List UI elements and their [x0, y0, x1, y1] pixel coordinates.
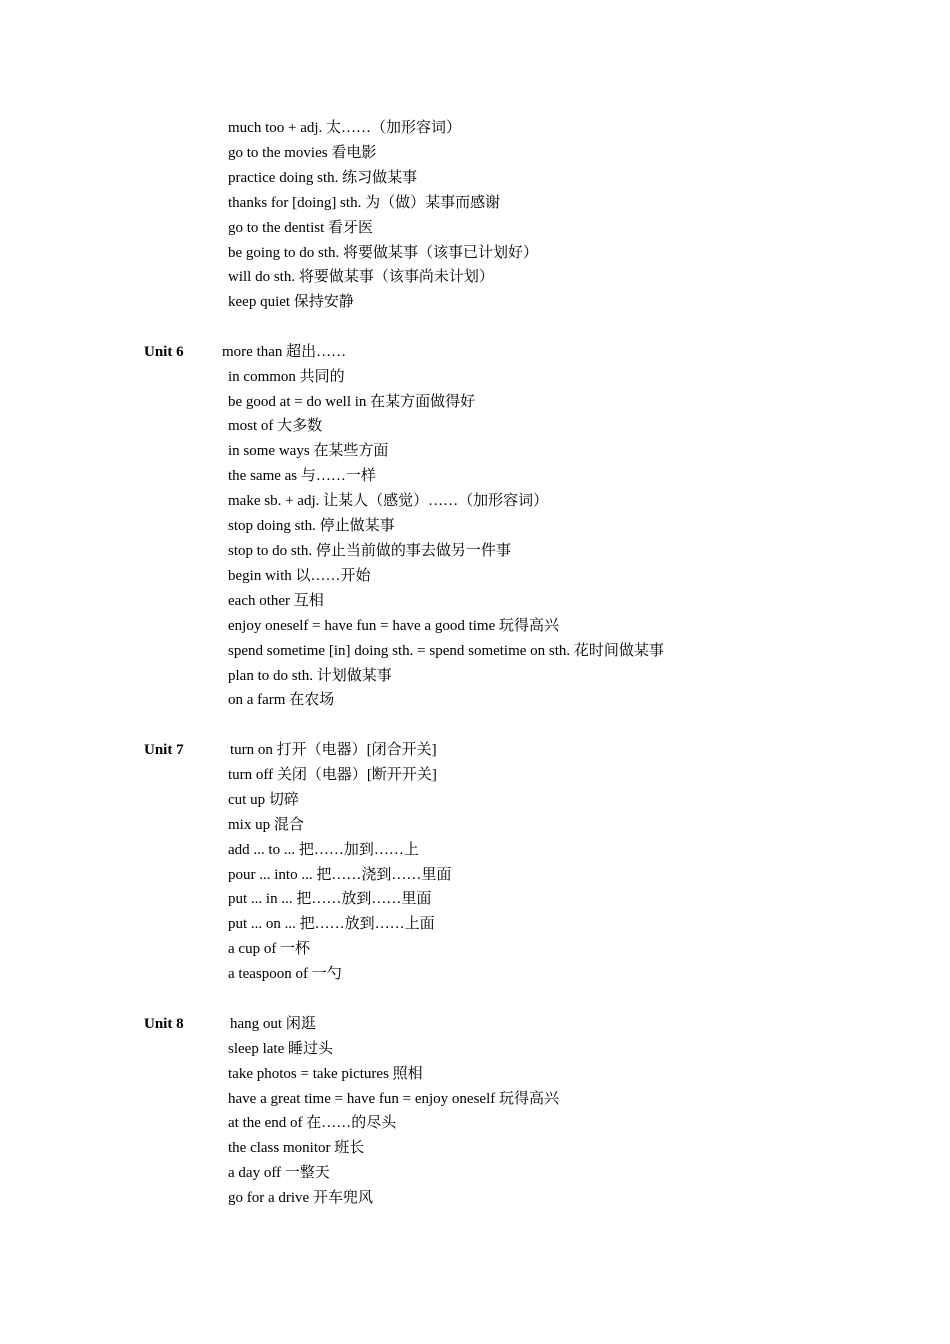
- vocab-line: be going to do sth. 将要做某事（该事已计划好）: [228, 245, 538, 261]
- vocab-line: the same as 与……一样: [228, 468, 376, 484]
- vocab-line: have a great time = have fun = enjoy oneself 玩得高兴: [228, 1091, 559, 1107]
- vocab-line: stop to do sth. 停止当前做的事去做另一件事: [228, 543, 511, 559]
- vocab-line: practice doing sth. 练习做某事: [228, 170, 418, 186]
- vocab-line: each other 互相: [228, 593, 324, 609]
- vocab-line: mix up 混合: [228, 817, 304, 833]
- unit-7-heading: Unit 7: [144, 742, 184, 758]
- vocab-line: be good at = do well in 在某方面做得好: [228, 394, 476, 410]
- vocab-line: enjoy oneself = have fun = have a good time 玩得高兴: [228, 618, 560, 634]
- vocab-line: a cup of 一杯: [228, 941, 311, 957]
- vocab-line: at the end of 在……的尽头: [228, 1115, 397, 1131]
- vocab-line: make sb. + adj. 让某人（感觉）……（加形容词）: [228, 493, 549, 509]
- vocab-line: will do sth. 将要做某事（该事尚未计划）: [228, 269, 494, 285]
- vocab-line: go to the movies 看电影: [228, 145, 377, 161]
- vocab-line: much too + adj. 太……（加形容词）: [228, 120, 462, 136]
- vocab-line: hang out 闲逛: [230, 1016, 316, 1032]
- vocab-line: turn off 关闭（电器）[断开开关]: [228, 767, 437, 783]
- vocab-line: most of 大多数: [228, 418, 323, 434]
- vocab-line: pour ... into ... 把……浇到……里面: [228, 867, 452, 883]
- vocab-line: stop doing sth. 停止做某事: [228, 518, 395, 534]
- vocab-line: the class monitor 班长: [228, 1140, 365, 1156]
- vocab-line: in some ways 在某些方面: [228, 443, 389, 459]
- unit-6-heading: Unit 6: [144, 344, 184, 360]
- vocab-line: begin with 以……开始: [228, 568, 371, 584]
- vocab-line: a day off 一整天: [228, 1165, 330, 1181]
- vocab-line: in common 共同的: [228, 369, 345, 385]
- vocab-line: go to the dentist 看牙医: [228, 220, 373, 236]
- vocab-line: on a farm 在农场: [228, 692, 335, 708]
- vocab-line: more than 超出……: [222, 344, 347, 360]
- vocab-line: add ... to ... 把……加到……上: [228, 842, 419, 858]
- vocab-line: thanks for [doing] sth. 为（做）某事而感谢: [228, 195, 501, 211]
- vocab-line: spend sometime [in] doing sth. = spend sometime on sth. 花时间做某事: [228, 643, 664, 659]
- vocab-line: keep quiet 保持安静: [228, 294, 354, 310]
- vocab-line: cut up 切碎: [228, 792, 299, 808]
- unit-8-heading: Unit 8: [144, 1016, 184, 1032]
- vocab-line: put ... in ... 把……放到……里面: [228, 891, 432, 907]
- vocab-line: go for a drive 开车兜风: [228, 1190, 373, 1206]
- vocab-line: put ... on ... 把……放到……上面: [228, 916, 435, 932]
- vocab-line: take photos = take pictures 照相: [228, 1066, 423, 1082]
- vocab-line: a teaspoon of 一勺: [228, 966, 342, 982]
- vocab-line: turn on 打开（电器）[闭合开关]: [230, 742, 437, 758]
- vocab-line: sleep late 睡过头: [228, 1041, 333, 1057]
- vocab-line: plan to do sth. 计划做某事: [228, 668, 392, 684]
